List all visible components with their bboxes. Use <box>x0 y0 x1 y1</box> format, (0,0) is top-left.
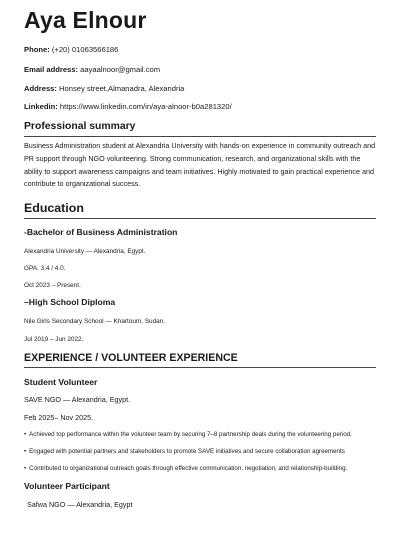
bullet-text: Contributed to organizational outreach goals through effective communication, negotiation, and relationship-building. <box>29 465 348 472</box>
email-label: Email address: <box>24 65 79 74</box>
experience-organization: SAVE NGO — Alexandria, Egypt. <box>24 395 131 404</box>
phone-label: Phone <box>24 45 48 54</box>
contact-linkedin: Linkedin: https://www.linkedin.com/in/aya-alnoor-b0a281320/ <box>24 102 232 111</box>
experience-role: Volunteer Participant <box>24 481 110 491</box>
education-divider <box>24 218 376 219</box>
experience-role: Student Volunteer <box>24 377 98 387</box>
candidate-name: Aya Elnour <box>24 7 147 33</box>
linkedin-value: https://www.linkedin.com/in/aya-alnoor-b0a281320/ <box>59 102 232 111</box>
education-gpa: GPA: 3.4 / 4.0. <box>24 265 66 272</box>
education-degree: -Bachelor of Business Administration <box>24 227 178 237</box>
address-value: Honsey street,Almanadra, Alexandria <box>59 84 185 93</box>
summary-text: Business Administration student at Alexandria University with hands-on experience in community outreach and PR support through NGO volunteering. Strong communication, research, and organizational skills with the ability to support awareness campaigns and team initiatives. Highly motivated to gain practical experience and contribute to organizational success. <box>24 141 376 189</box>
contact-address <box>24 84 184 93</box>
bullet-text: Achieved top performance within the volunteer team by securing 7–8 partnership deals during the volunteering period. <box>29 431 352 438</box>
education-dates: Jul 2019 – Jun 2022. <box>24 336 84 343</box>
bullet-icon: • <box>24 448 27 455</box>
experience-heading: EXPERIENCE / VOLUNTEER EXPERIENCE <box>24 352 238 364</box>
experience-organization: Safwa NGO — Alexandria, Egypt <box>27 500 133 509</box>
experience-divider <box>24 367 376 368</box>
email-value: aayaalnoor@gmail.com <box>80 65 161 74</box>
linkedin-label: Linkedin <box>24 102 56 111</box>
experience-bullet <box>24 465 347 472</box>
education-school: Nile Girls Secondary School — Khartoum, Sudan. <box>24 318 166 325</box>
contact-phone: Phone: (+20) 01063566186 <box>24 45 119 54</box>
experience-dates: Feb 2025– Nov 2025. <box>24 413 94 422</box>
education-school: Alexandria University — Alexandria, Egypt. <box>24 248 146 255</box>
experience-bullet <box>24 431 352 438</box>
education-heading: Education <box>24 201 84 215</box>
address-label: Address: <box>24 84 57 93</box>
contact-email <box>24 65 160 74</box>
phone-value: (+20) 01063566186 <box>51 45 119 54</box>
experience-bullet <box>24 448 345 455</box>
summary-divider <box>24 136 376 137</box>
bullet-text: Engaged with potential partners and stakeholders to promote SAVE initiatives and secure collaboration agreements <box>29 448 345 455</box>
bullet-icon: • <box>24 431 27 438</box>
education-dates: Oct 2023 – Present. <box>24 282 81 289</box>
bullet-icon: • <box>24 465 27 472</box>
education-degree: –High School Diploma <box>24 297 116 307</box>
summary-heading: Professional summary <box>24 121 136 132</box>
